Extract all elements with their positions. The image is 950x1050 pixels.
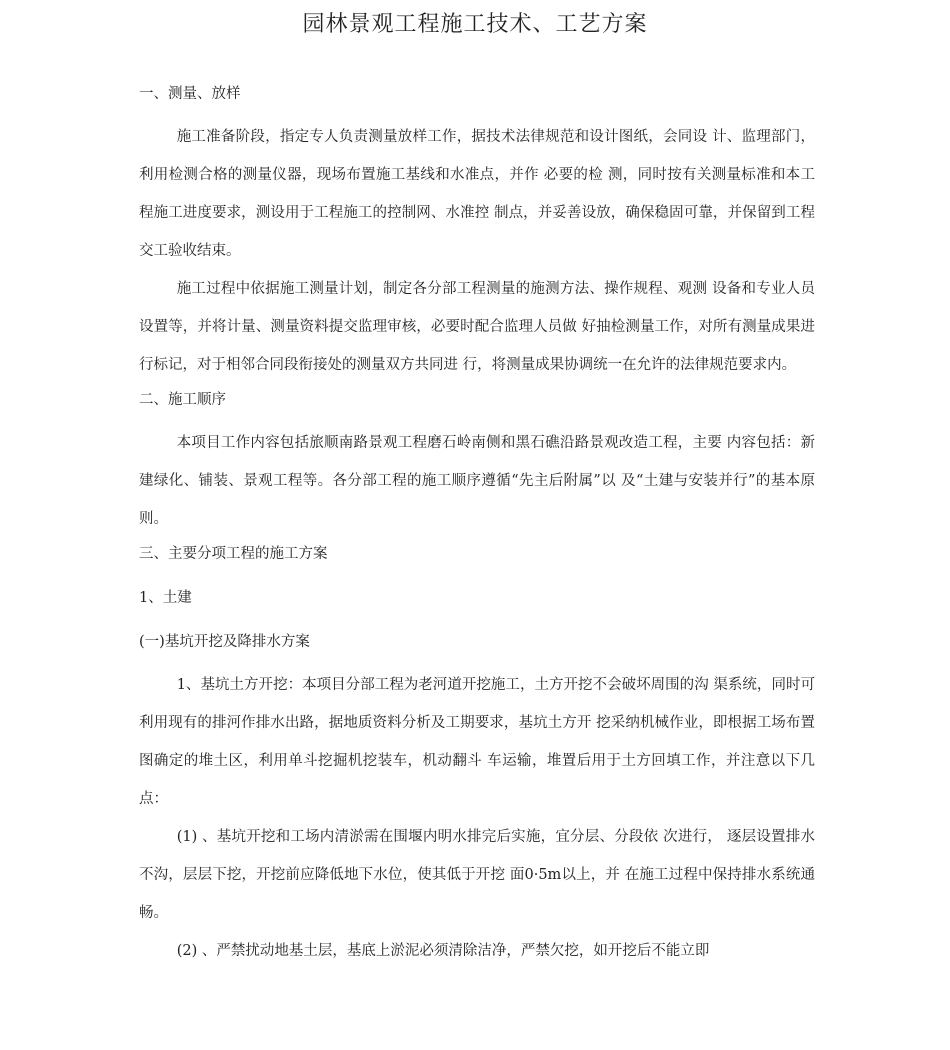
- section-heading-survey: 一、测量、放样: [139, 86, 241, 102]
- paragraph-survey-preparation: 施工准备阶段，指定专人负责测量放样工作，据技术法律规范和设计图纸，会同设 计、监理部门，利用检测合格的测量仪器，现场布置施工基线和水准点，并作 必要的检 测，同时按有关测量标准和本工程施工进度要求，测设用于工程施工的控制网、水准控 制点，并妥善设放，确保稳固可靠，并保留到工程交工验收结束。: [139, 129, 815, 259]
- section-heading-main-works: 三、主要分项工程的施工方案: [139, 546, 328, 562]
- list-item-excavation-rule-2: (2) 、严禁扰动地基土层，基底上淤泥必须清除洁净，严禁欠挖，如开挖后不能立即: [176, 943, 710, 959]
- paragraph-survey-process: 施工过程中依据施工测量计划，制定各分部工程测量的施测方法、操作规程、观测 设备和专业人员设置等，并将计量、测量资料提交监理审核，必要时配合监理人员做 好抽检测量工作，对所有测量成果进行标记，对于相邻合同段衔接处的测量双方共同进 行，将测量成果协调统一在允许的法律规范要求内。: [139, 281, 815, 373]
- subsection-heading-civil: 1、土建: [139, 590, 192, 606]
- document-body: [139, 84, 815, 970]
- paragraph-earthwork-excavation: 1、基坑土方开挖：本项目分部工程为老河道开挖施工，土方开挖不会破坏周围的沟 渠系统，同时可利用现有的排河作排水出路，据地质资料分析及工期要求，基坑土方开 挖采纳机械作业，即根据工场布置图确定的堆土区，利用单斗挖掘机挖装车，机动翻斗 车运输，堆置后用于土方回填工作，并注意以下几点：: [139, 677, 815, 807]
- document-title: 园林景观工程施工技术、工艺方案: [302, 12, 648, 37]
- section-heading-construction-sequence: 二、施工顺序: [139, 392, 226, 408]
- list-item-excavation-rule-1: (1) 、基坑开挖和工场内清淤需在围堰内明水排完后实施，宜分层、分段依 次进行， 逐层设置排水不沟，层层下挖，开挖前应降低地下水位，使其低于开挖 面0·5m以上，并 在施工过程中保持排水系统通畅。: [139, 829, 815, 921]
- subsection-heading-excavation: (一)基坑开挖及降排水方案: [139, 634, 310, 650]
- paragraph-construction-sequence: 本项目工作内容包括旅顺南路景观工程磨石岭南侧和黑石礁沿路景观改造工程，主要 内容包括：新建绿化、铺装、景观工程等。各分部工程的施工顺序遵循“先主后附属”以 及“土建与安装并行”的基本原则。: [139, 435, 815, 527]
